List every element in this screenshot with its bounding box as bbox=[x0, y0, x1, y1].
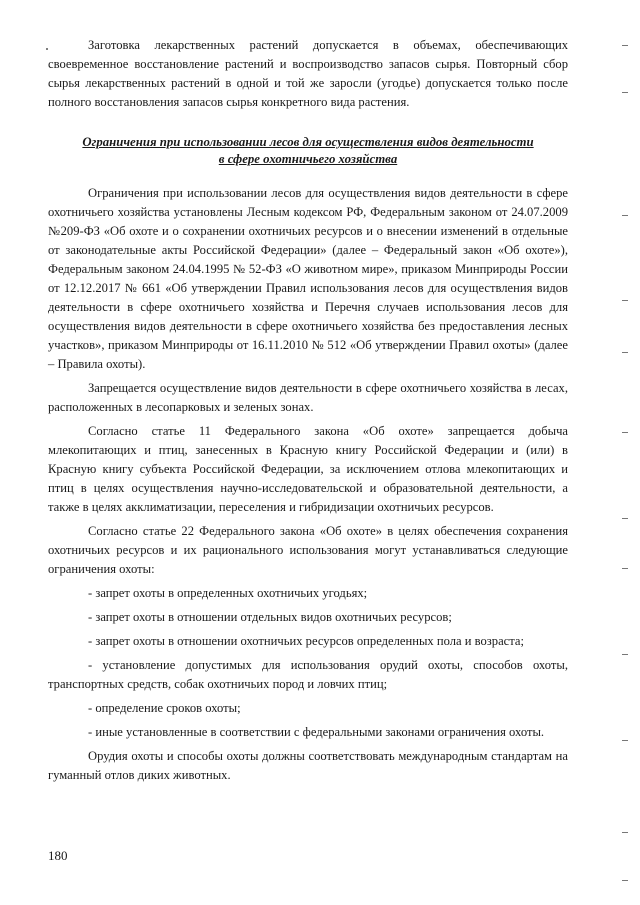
list-item: - иные установленные в соответствии с федеральными законами ограничения охоты. bbox=[88, 725, 545, 739]
list-item: - установление допустимых для использования орудий охоты, способов охоты, транспортных средств, собак охотничьих пород и ловчих птиц; bbox=[48, 658, 568, 691]
edge-mark bbox=[622, 215, 628, 216]
paragraph-prohibition: Запрещается осуществление видов деятельности в сфере охотничьего хозяйства в лесах, расположенных в лесопарковых и зеленых зонах. bbox=[48, 381, 568, 414]
list-item: - запрет охоты в отношении охотничьих ресурсов определенных пола и возраста; bbox=[88, 634, 525, 648]
edge-mark bbox=[622, 880, 628, 881]
list-item: - запрет охоты в отношении отдельных видов охотничьих ресурсов; bbox=[88, 610, 452, 624]
paragraph-closing: Орудия охоты и способы охоты должны соответствовать международным стандартам на гуманный отлов диких животных. bbox=[48, 749, 568, 782]
paragraph-harvest: Заготовка лекарственных растений допускается в объемах, обеспечивающих своевременное восстановление растений и воспроизводство запасов сырья. Повторный сбор сырья лекарственных растений в одной и той же заросли (угодье) допускается только после полного восстановления запасов сырья конкретного вида растения. bbox=[48, 38, 568, 109]
document-body bbox=[48, 36, 568, 790]
edge-mark bbox=[622, 92, 628, 93]
edge-mark bbox=[622, 832, 628, 833]
paragraph-article-11: Согласно статье 11 Федерального закона «Об охоте» запрещается добыча млекопитающих и птиц, занесенных в Красную книгу Российской Федерации и (или) в Красную книгу субъекта Российской Федерации, за исключением отлова млекопитающих и птиц в целях осуществления научно-исследовательской и образовательной деятельности, а также в целях акклиматизации, переселения и гибридизации охотничьих ресурсов. bbox=[48, 424, 568, 514]
edge-mark bbox=[622, 654, 628, 655]
edge-mark bbox=[622, 352, 628, 353]
list-item: - определение сроков охоты; bbox=[88, 701, 241, 715]
section-heading-line2: в сфере охотничьего хозяйства bbox=[218, 152, 398, 166]
list-item: - запрет охоты в определенных охотничьих угодьях; bbox=[88, 586, 368, 600]
edge-mark bbox=[622, 45, 628, 46]
edge-mark bbox=[622, 740, 628, 741]
edge-mark bbox=[622, 432, 628, 433]
edge-mark bbox=[622, 518, 628, 519]
edge-mark bbox=[622, 568, 628, 569]
paragraph-laws: Ограничения при использовании лесов для осуществления видов деятельности в сфере охотничьего хозяйства установлены Лесным кодексом РФ, Федеральным законом от 24.07.2009 №209-ФЗ «Об охоте и о сохранении охотничьих ресурсов и о внесении изменений в отдельные от законодательные акты Российской Федерации» (далее – Федеральный закон «Об охоте»), Федеральным законом 24.04.1995 № 52-ФЗ «О животном мире», приказом Минприроды России от 12.12.2017 № 661 «Об утверждении Правил использования лесов для осуществления видов деятельности в сфере охотничьего хозяйства и Перечня случаев использования лесов для осуществления видов деятельности в сфере охотничьего хозяйства без предоставления лесных участков», приказом Минприроды от 16.11.2010 № 512 «Об утверждении Правил охоты» (далее – Правила охоты). bbox=[48, 186, 568, 371]
edge-mark bbox=[622, 300, 628, 301]
paragraph-article-22: Согласно статье 22 Федерального закона «Об охоте» в целях обеспечения сохранения охотничьих ресурсов и их рационального использования могут устанавливаться следующие ограничения охоты: bbox=[48, 524, 568, 576]
section-heading bbox=[48, 134, 568, 168]
page-number: 180 bbox=[48, 848, 68, 863]
section-heading-line1: Ограничения при использовании лесов для осуществления видов деятельности bbox=[82, 135, 534, 149]
